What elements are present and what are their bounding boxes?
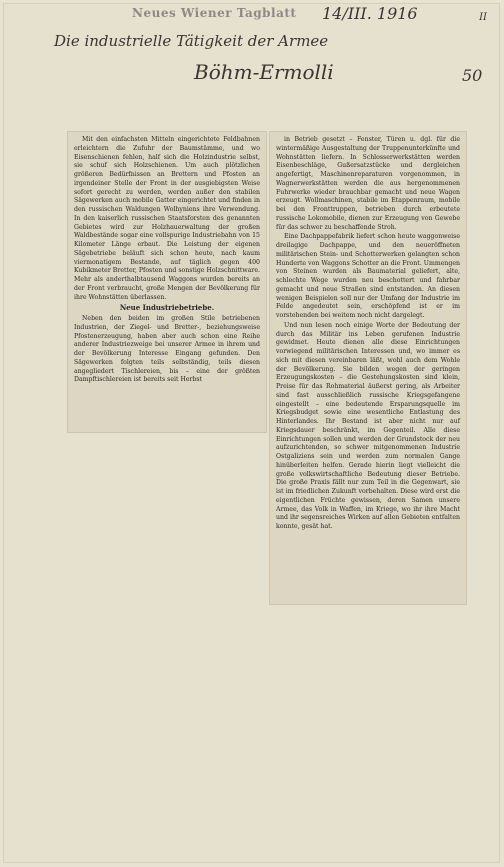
article-paragraph: Und nun lesen noch einige Worte der Bedeutung der durch das Militär ins Leben gerufenen Industrie gewidmet. Heute dienen alle diese Einrichtungen vorwiegend militärischen Interessen und, wo immer es sich mit diesen vereinbaren läßt, wohl auch dem Wohle der Bevölkerung. Sie bilden wegen der geringen Erzeugungskosten – die Gestehungskosten sind klein, Preise für das Rohmaterial äußerst gering, als Arbeiter sind fast ausschließlich russische Kriegsgefangene eingestellt – eine bedeutende Ersparungsquelle im Kriegsbudget sowie eine wesentliche Entlastung des Hinterlandes. Ihr Bestand ist aber nicht nur auf Kriegsdauer beschränkt, im Gegenteil. Alle diese Einrichtungen sollen und werden der Grundstock der neu aufzurichtenden, so schwer mitgenommenen Industrie Ostgaliziens sein und werden zum normalen Gange hinüberleiten helfen. Gerade hierin liegt vielleicht die große volkswirtschaftliche Bedeutung dieser Betriebe. Die große Praxis fällt nur zum Teil in die Gegenwart, sie ist im friedlichen Zukunft vorbehalten. Diese wird erst die eigentlichen Früchte gewissen, deren Samen unsere Armee, das Volk in Waffen, im Kriege, wo ihr ihre Macht und ihr segensreiches Wirken auf allen Gebieten entfalten konnte, gesät hat.: [276, 321, 460, 530]
volume-mark: II: [479, 12, 487, 23]
archive-sheet: [3, 3, 500, 863]
handwritten-title-line2: Böhm-Ermolli: [194, 60, 334, 84]
article-paragraph: in Betrieb gesetzt – Fenster, Türen u. dgl. für die wintermäßige Ausgestaltung der Truppenunterkünfte und Wohnstätten liefern. In Schlosserwerkstätten werden Eisenbeschläge, Gußersatzstücke und dergleichen angefertigt, Maschinenreparaturen vorgenommen, in Wagnerwerkstätten werden die aus hergenommenen Fuhrwerke wieder brauchbar gemacht und neue Wagen erzeugt. Wollmaschinen, stabile im Etappenraum, mobile bei den Fronttruppen, betrieben durch erbeutete russische Lokomobile, dienen zur Erzeugung von Gewebe für das schwer zu beschaffende Stroh.: [276, 136, 460, 231]
handwritten-title-line1: Die industrielle Tätigkeit der Armee: [54, 32, 329, 50]
article-paragraph: Eine Dachpappefabrik liefert schon heute waggonweise dreilagige Dachpappe, und den neueröffneten militärischen Stein- und Schotterwerken gelangten schon Hunderte von Waggons Schotter an die Front. Ummengen von Steinen wurden als Baumaterial geliefert, alte, schlechte Wege wurden neu beschottert und fahrbar gemacht und neue Straßen sind entstanden. An diesen wenigen Beispielen soll nur der Umfang der Industrie im Felde angedeutet sein, erschöpfend ist er im vorstehenden bei weitem noch nicht dargelegt.: [276, 233, 460, 319]
clipping-left-column: [68, 132, 266, 432]
handwritten-date: 14/III. 1916: [322, 4, 418, 23]
page-number: 50: [462, 66, 483, 85]
article-subheading: Neue Industriebetriebe.: [119, 303, 215, 313]
article-paragraph: Neben den beiden im großen Stile betriebenen Industrien, der Ziegel- und Bretter-, beziehungsweise Pfostenerzeugung, haben aber auch schon eine Reihe anderer Industriezweige bei unserer Armee in ihrem und der Bevölkerung Interesse Eingang gefunden. Den Sägewerken folgten teils selbständig, teils diesen angegliedert Tischlereien, bis – eine der größten Dampftischlereien ist bereits seit Herbst: [74, 315, 260, 384]
article-paragraph: Mit den einfachsten Mitteln eingerichtete Feldbahnen erleichtern die Zufuhr der Baumstämme, und wo Eisenschienen fehlen, half sich die Holzindustrie selbst, sie schuf sich Holzschienen. Um auch plötzlichen größeren Bedürfnissen an Brettern und Pfosten an irgendeiner Stelle der Front in der ausgiebigsten Weise sofort gerecht zu werden, werden außer den stabilen Sägewerken auch mobile Gatter eingerichtet und finden in den russischen Waldungen Wolhyniens ihre Verwendung. In den kaiserlich russischen Staatsforsten des genannten Gebietes wird zur Holzhauerwaltung der großen Waldbestände sogar eine vollspurige Industriebahn von 15 Kilometer Länge erbaut. Die Leistung der eigenen Sägebetriebe beläuft sich schon heute, nach kaum viermonatigem Bestande, auf täglich gegen 400 Kubikmeter Bretter, Pfosten und sonstige Holzschnittware. Mehr als anderthalbtausend Waggons wurden bereits an der Front verbraucht, große Mengen der Bevölkerung für ihre Wohnstätten überlassen.: [74, 136, 260, 301]
newspaper-stamp: Neues Wiener Tagblatt: [132, 6, 297, 20]
clipping-right-column: [270, 132, 466, 604]
